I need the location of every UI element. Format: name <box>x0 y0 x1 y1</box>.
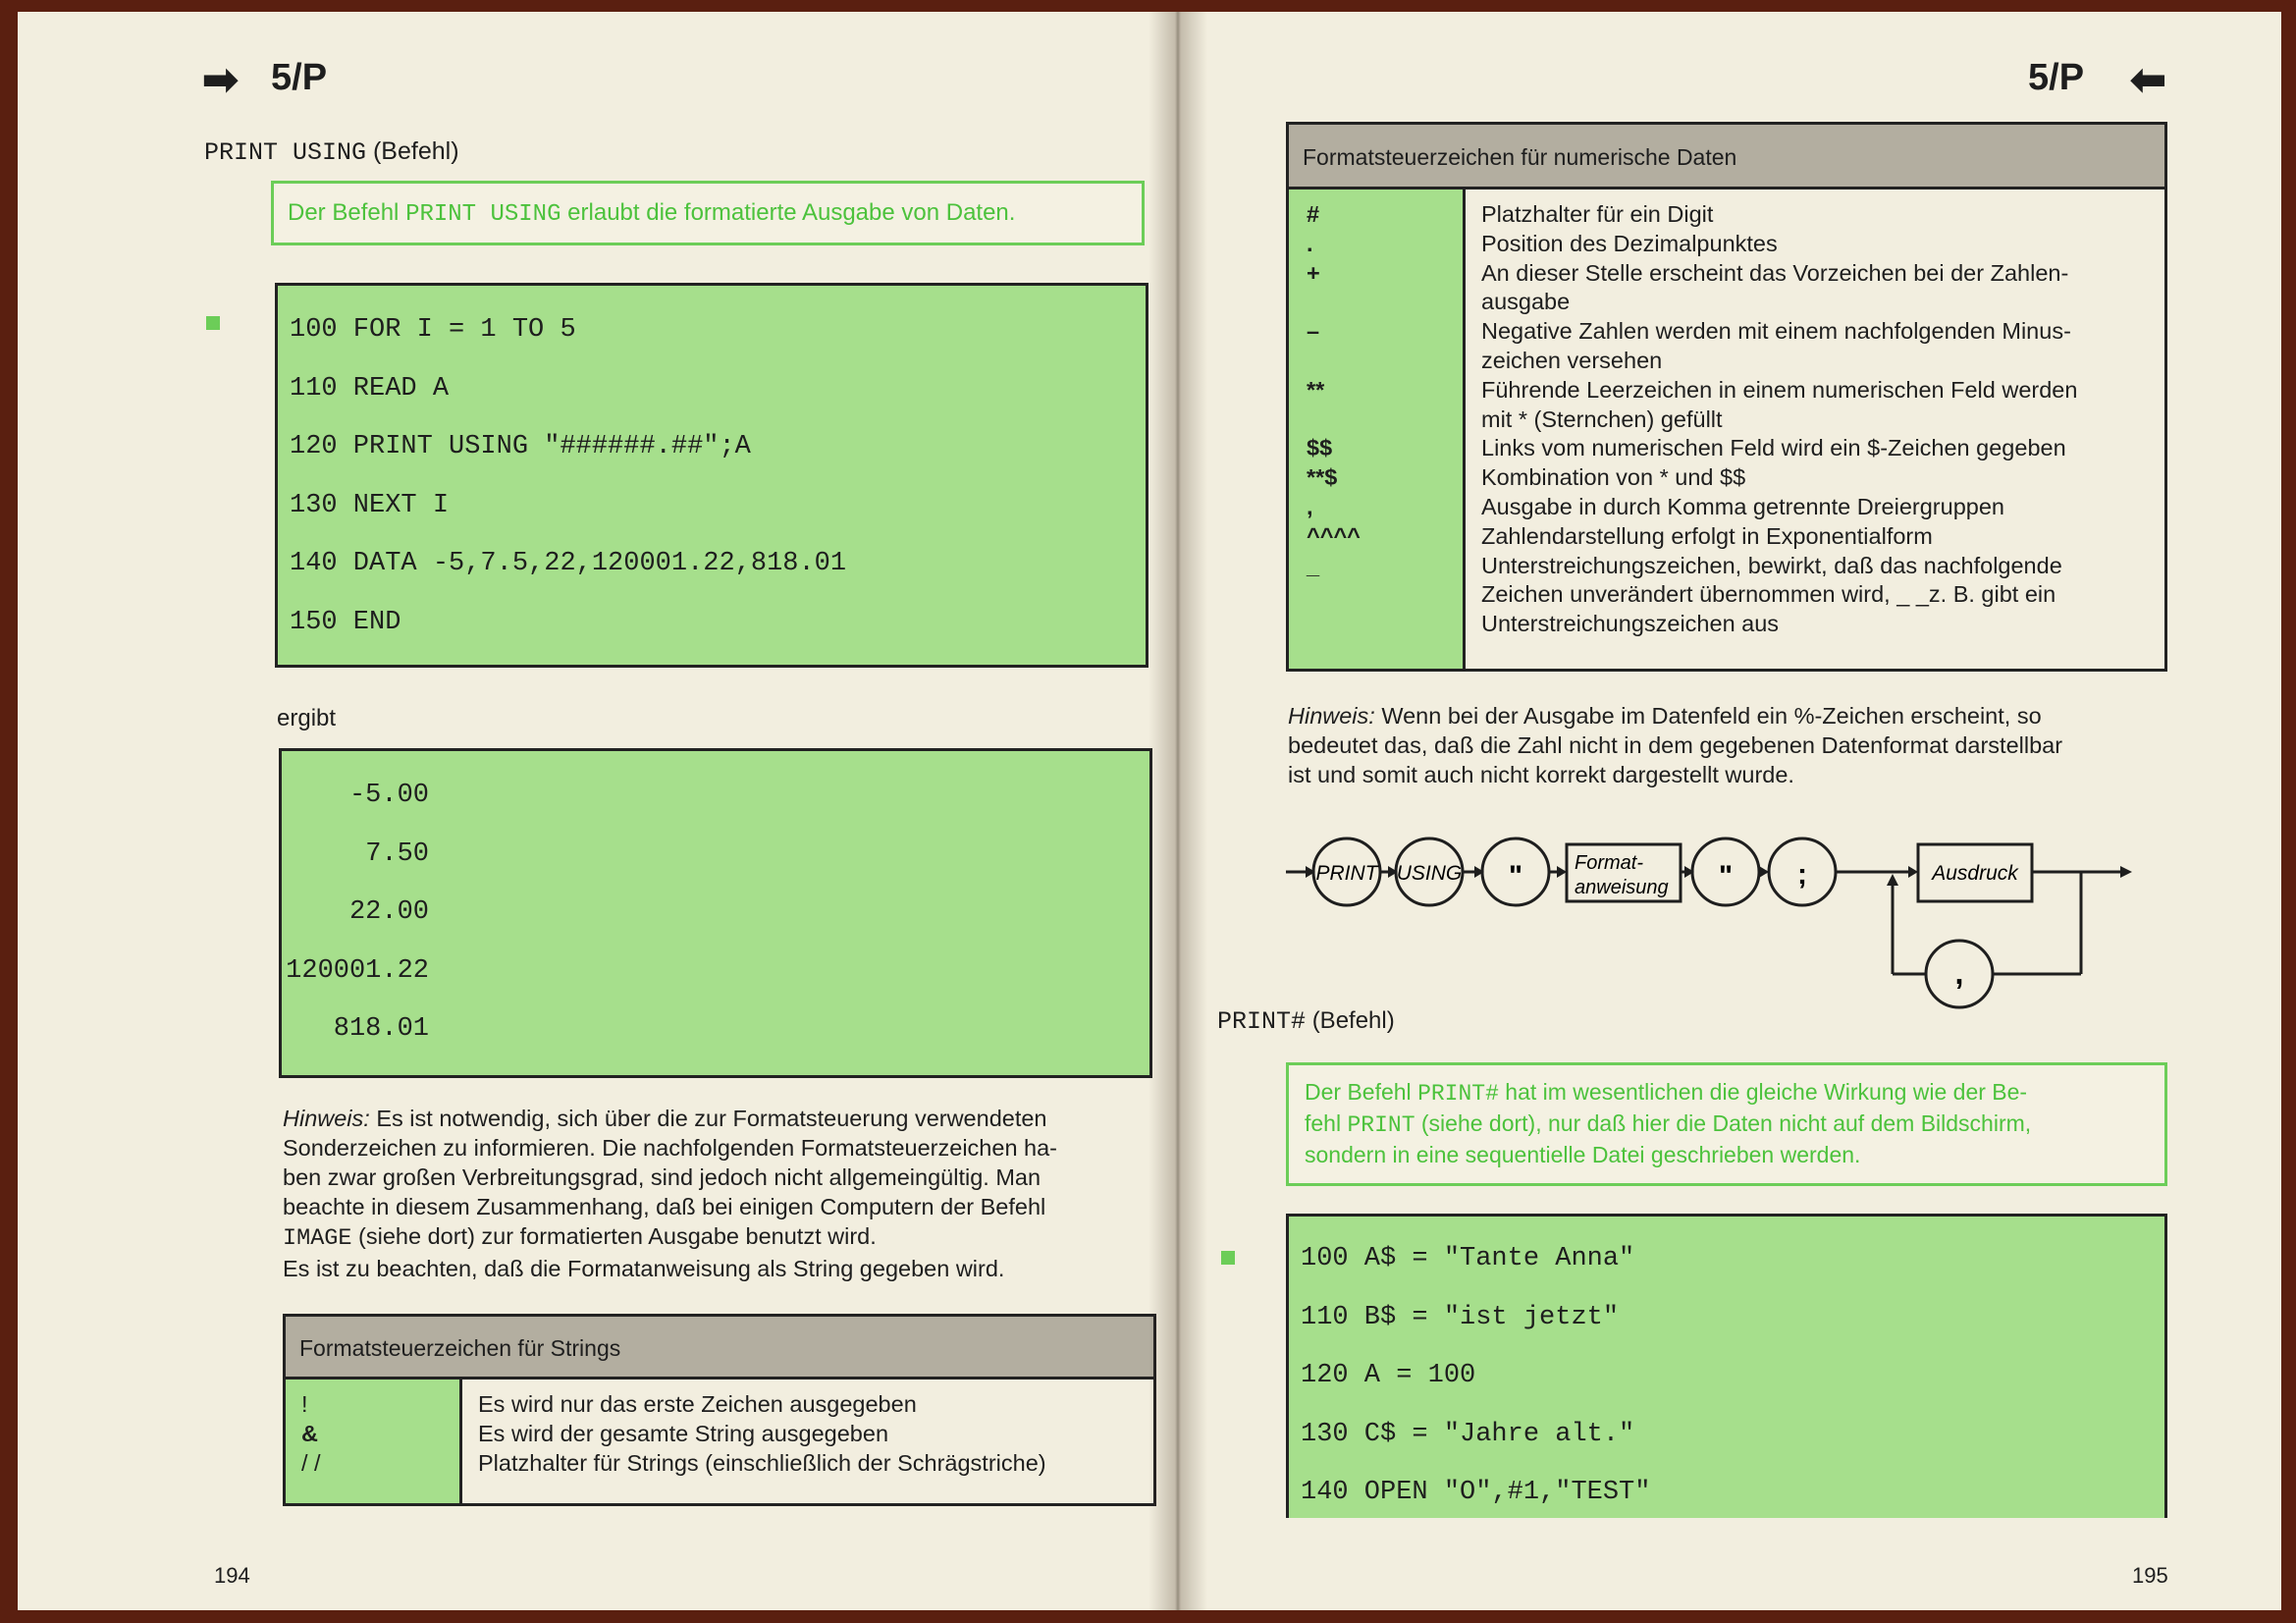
numeric-description-line: An dieser Stelle erscheint das Vorzeichen bei der Zahlen- <box>1481 259 2069 286</box>
numeric-description-line: Unterstreichungszeichen, bewirkt, daß das nachfolgende <box>1481 552 2062 578</box>
definition2-text-part: (siehe dort), nur daß hier die Daten nicht auf dem Bildschirm, <box>1415 1110 2032 1136</box>
command2-type: (Befehl) <box>1311 1007 1395 1034</box>
hinweis-image-cmd: IMAGE <box>283 1225 352 1252</box>
code-line: 140 DATA -5,7.5,22,120001.22,818.01 <box>290 549 847 578</box>
command2-heading <box>1217 1007 1395 1036</box>
definition-pre: Der Befehl <box>288 199 406 226</box>
output-line: 22.00 <box>348 897 429 927</box>
syntax-ausdruck: Ausdruck <box>1932 862 2018 885</box>
hinweis-line: beachte in diesem Zusammenhang, daß bei einigen Computern der Befehl <box>283 1194 1046 1219</box>
numeric-description-line: Zeichen unverändert übernommen wird, _ _z. B. gibt ein <box>1481 581 2056 608</box>
hinweis-line: ist und somit auch nicht korrekt dargestellt wurde. <box>1288 762 1794 787</box>
syntax-diagram <box>1276 827 2179 1023</box>
hinweis-line: Es ist zu beachten, daß die Formatanweisung als String gegeben wird. <box>283 1256 1005 1281</box>
numeric-symbol: $$ <box>1307 435 1333 461</box>
section-title-left: 5/P <box>271 57 328 98</box>
hinweis-line: Es ist notwendig, sich über die zur Formatsteuerung verwendeten <box>369 1106 1047 1131</box>
numeric-symbol: . <box>1307 230 1313 256</box>
right-arrow-icon: ➡ <box>202 56 239 104</box>
code-line: 140 OPEN "O",#1,"TEST" <box>1301 1478 1651 1507</box>
numeric-description-line: Negative Zahlen werden mit einem nachfolgenden Minus- <box>1481 318 2071 345</box>
page-number-left: 194 <box>214 1563 250 1588</box>
output-line: 120001.22 <box>286 956 429 986</box>
right-page <box>1178 12 2281 1610</box>
syntax-semicolon: ; <box>1797 858 1807 891</box>
bullet-marker <box>206 316 220 330</box>
numeric-symbol: ** <box>1307 376 1325 403</box>
syntax-using: USING <box>1396 862 1463 885</box>
numeric-symbol: # <box>1307 201 1320 227</box>
output-line: 7.50 <box>365 839 429 869</box>
syntax-quote-close: " <box>1718 860 1734 893</box>
command-type: (Befehl) <box>372 137 459 165</box>
page-number-right: 195 <box>2132 1563 2168 1588</box>
numeric-symbol: + <box>1307 259 1320 286</box>
numeric-description-line: ausgabe <box>1481 289 1571 315</box>
definition-box <box>271 181 1145 245</box>
code-line: 130 C$ = "Jahre alt." <box>1301 1420 1635 1449</box>
output-line: 818.01 <box>333 1014 429 1044</box>
syntax-comma: , <box>1954 955 1964 991</box>
numeric-symbol: , <box>1307 494 1313 519</box>
string-symbol: ! <box>301 1391 308 1417</box>
hinweis-line: bedeutet das, daß die Zahl nicht in dem gegebenen Datenformat darstellbar <box>1288 732 2063 758</box>
string-description: Es wird nur das erste Zeichen ausgegeben <box>478 1391 917 1417</box>
code-line: 120 PRINT USING "######.##";A <box>290 432 751 461</box>
definition2-cmd: PRINT# <box>1417 1081 1499 1107</box>
definition2-box <box>1286 1062 2167 1186</box>
code-line: 110 B$ = "ist jetzt" <box>1301 1303 1620 1332</box>
numeric-description-line: Führende Leerzeichen in einem numerischen Feld werden <box>1481 376 2078 403</box>
definition-cmd: PRINT USING <box>405 201 561 228</box>
string-description: Es wird der gesamte String ausgegeben <box>478 1421 889 1446</box>
section-title-right: 5/P <box>2028 57 2085 98</box>
hinweis-label: Hinweis: <box>283 1106 370 1131</box>
hinweis-line: (siehe dort) zur formatierten Ausgabe benutzt wird. <box>351 1223 877 1249</box>
left-arrow-icon: ⬅ <box>2130 56 2166 104</box>
code-line: 110 READ A <box>290 374 450 404</box>
output-line: -5.00 <box>348 781 429 810</box>
definition2-cmd: PRINT <box>1347 1112 1415 1138</box>
numeric-description-line: Kombination von * und $$ <box>1481 464 1746 491</box>
string-table-header: Formatsteuerzeichen für Strings <box>286 1317 1153 1380</box>
string-format-table <box>283 1314 1156 1506</box>
code-line: 100 A$ = "Tante Anna" <box>1301 1244 1635 1273</box>
command2-name: PRINT# <box>1217 1007 1307 1036</box>
syntax-quote-open: " <box>1508 860 1523 893</box>
numeric-description-line: Links vom numerischen Feld wird ein $-Zeichen gegeben <box>1481 435 2066 461</box>
code-line: 130 NEXT I <box>290 491 450 520</box>
numeric-description-line: mit * (Sternchen) gefüllt <box>1481 406 1723 432</box>
numeric-description-line: Position des Dezimalpunktes <box>1481 230 1778 256</box>
hinweis-right <box>1288 701 2171 789</box>
hinweis-line: ben zwar großen Verbreitungsgrad, sind jedoch nicht allgemeingültig. Man <box>283 1164 1041 1190</box>
hinweis-line: Sonderzeichen zu informieren. Die nachfolgenden Formatsteuerzeichen ha- <box>283 1135 1058 1161</box>
numeric-description-line: Platzhalter für ein Digit <box>1481 201 1714 227</box>
code-line: 100 FOR I = 1 TO 5 <box>290 315 576 345</box>
numeric-format-table <box>1286 122 2167 672</box>
numeric-symbol: _ <box>1307 552 1320 578</box>
numeric-description-line: Zahlendarstellung erfolgt in Exponentialform <box>1481 522 1933 549</box>
numeric-symbol: **$ <box>1307 464 1338 491</box>
definition-text <box>288 199 1015 228</box>
string-description: Platzhalter für Strings (einschließlich der Schrägstriche) <box>478 1450 1046 1476</box>
numeric-symbol: – <box>1307 318 1320 345</box>
numeric-table-header: Formatsteuerzeichen für numerische Daten <box>1289 125 2164 189</box>
definition-post: erlaubt die formatierte Ausgabe von Daten. <box>561 199 1016 226</box>
numeric-symbol: ^^^^ <box>1307 522 1361 549</box>
syntax-format-line1: Format- <box>1575 852 1643 874</box>
definition2-text-part: sondern in eine sequentielle Datei geschrieben werden. <box>1305 1142 1861 1167</box>
output-listing <box>279 748 1152 1078</box>
hinweis-label: Hinweis: <box>1288 703 1375 729</box>
command-heading <box>204 137 459 167</box>
numeric-description-line: Unterstreichungszeichen aus <box>1481 611 1780 637</box>
ergibt-label: ergibt <box>277 705 337 731</box>
code-line: 120 A = 100 <box>1301 1361 1476 1390</box>
command-name: PRINT USING <box>204 138 367 167</box>
left-page <box>18 12 1178 1610</box>
hinweis-line: Wenn bei der Ausgabe im Datenfeld ein %-Zeichen erscheint, so <box>1374 703 2042 729</box>
syntax-format-line2: anweisung <box>1575 877 1669 898</box>
code-line: 150 END <box>290 608 401 637</box>
numeric-description-line: Ausgabe in durch Komma getrennte Dreiergruppen <box>1481 494 2004 519</box>
definition2-text <box>1305 1077 2031 1169</box>
program-listing <box>275 283 1148 668</box>
bullet-marker <box>1221 1251 1235 1265</box>
definition2-text-part: Der Befehl <box>1305 1079 1418 1105</box>
numeric-description-line: zeichen versehen <box>1481 348 1663 373</box>
definition2-text-part: fehl <box>1305 1110 1348 1136</box>
string-symbol: & <box>301 1421 318 1446</box>
syntax-print: PRINT <box>1315 862 1378 885</box>
book-gutter <box>1148 12 1207 1610</box>
program2-listing <box>1286 1214 2167 1518</box>
hinweis-left <box>283 1104 1166 1283</box>
string-symbol: / / <box>301 1450 321 1476</box>
definition2-text-part: hat im wesentlichen die gleiche Wirkung wie der Be- <box>1498 1079 2028 1105</box>
